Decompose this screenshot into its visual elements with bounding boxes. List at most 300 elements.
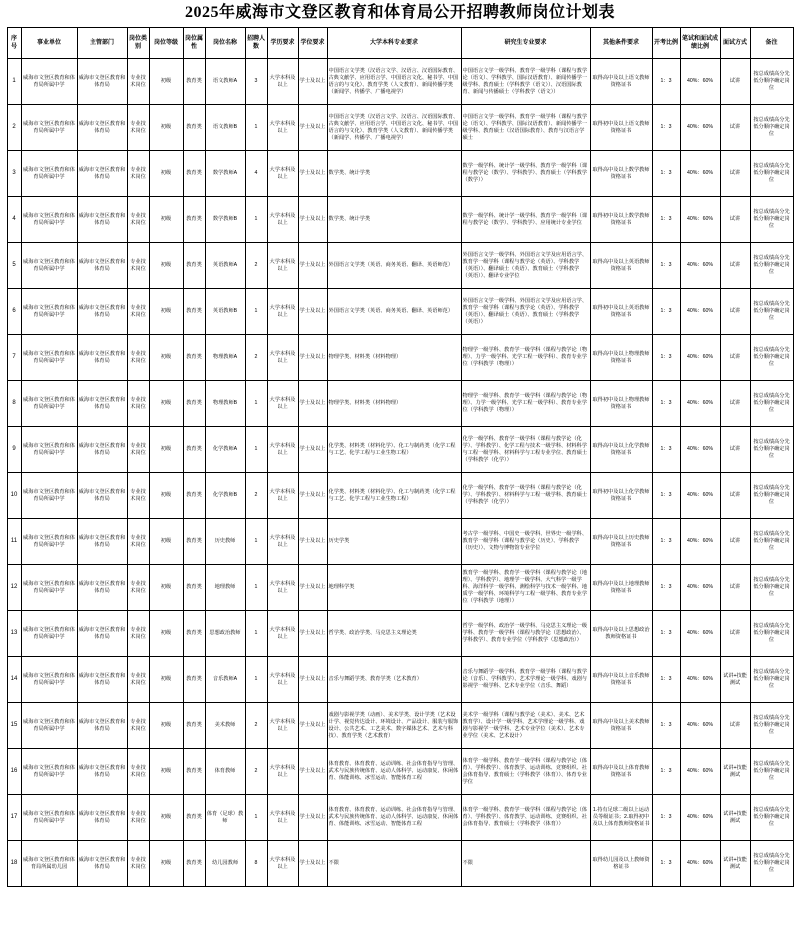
row-postgrad-major: 化学一级学科、教育学一级学科（课程与教学论（化学）、学科教学）、化学工程与技术一级学科、材料科学与工程一级学科、材料科学与工程专业学位、教育硕士（学科教学（化学）） — [461, 427, 590, 473]
row-undergrad-major: 中国语言文学类（汉语言文学、汉语言、汉语国际教育、古典文献学、应用语言学、中国语言文化、秘书学、中国语言的与文化）、教育学类（人文教育）、新闻传播学类（新闻学、传播学、广播电视学） — [327, 59, 461, 105]
row-headcount: 2 — [245, 749, 267, 795]
row-post-name: 数学教师B — [205, 197, 245, 243]
row-undergrad-major: 戏剧与影视学类（动画）、美术学类、设计学类（艺术设计学、视觉传达设计、环境设计、产品设计、服装与服饰设计、公共艺术、工艺美术、数字媒体艺术、艺术与科技）、教育学类（艺术教育） — [327, 703, 461, 749]
row-postgrad-major: 数学一级学科、统计学一级学科、教育学一级学科（课程与教学论（数学）、学科教学）、应用统计专业学位 — [461, 197, 590, 243]
table-header-row — [7, 28, 793, 59]
row-interview-mode: 试讲+技能测试 — [720, 657, 750, 703]
row-undergrad-major: 化学类、材料类（材料化学）、化工与制药类（化学工程与工艺、化学工程与工业生物工程） — [327, 473, 461, 519]
row-post-attribute: 教育类 — [183, 703, 205, 749]
row-exam-ratio: 1：3 — [652, 749, 680, 795]
row-unit: 威海市文登区教育和体育局所属中学 — [21, 703, 77, 749]
row-post-name: 化学教师A — [205, 427, 245, 473]
row-interview-mode: 试讲 — [720, 381, 750, 427]
table-row — [7, 427, 793, 473]
col-score-ratio: 笔试和面试成绩比例 — [680, 28, 720, 59]
row-post-grade: 初级 — [149, 657, 183, 703]
row-interview-mode: 试讲 — [720, 335, 750, 381]
col-education: 学历要求 — [267, 28, 298, 59]
row-post-name: 数学教师A — [205, 151, 245, 197]
row-unit: 威海市文登区教育和体育局所属中学 — [21, 749, 77, 795]
row-post-name: 音乐教师A — [205, 657, 245, 703]
row-unit: 威海市文登区教育和体育局所属幼儿园 — [21, 841, 77, 887]
row-headcount: 1 — [245, 519, 267, 565]
row-post-grade: 初级 — [149, 703, 183, 749]
row-remark: 按总成绩高分先低分顺序确定岗位 — [750, 427, 793, 473]
recruitment-plan-table — [7, 27, 794, 887]
row-interview-mode: 试讲+技能测试 — [720, 749, 750, 795]
row-unit: 威海市文登区教育和体育局所属中学 — [21, 151, 77, 197]
row-exam-ratio: 1：3 — [652, 473, 680, 519]
table-row — [7, 795, 793, 841]
row-undergrad-major: 外国语言文学类（英语、商务英语、翻译、英语师范） — [327, 243, 461, 289]
row-unit: 威海市文登区教育和体育局所属中学 — [21, 335, 77, 381]
row-unit: 威海市文登区教育和体育局所属中学 — [21, 289, 77, 335]
row-interview-mode: 试讲 — [720, 519, 750, 565]
row-index: 12 — [7, 565, 21, 611]
row-post-category: 专业技术岗位 — [127, 289, 149, 335]
row-headcount: 1 — [245, 657, 267, 703]
row-department: 威海市文登区教育和体育局 — [77, 289, 127, 335]
row-education: 大学本科及以上 — [267, 335, 298, 381]
row-postgrad-major: 物理学一级学科、教育学一级学科（课程与教学论（物理）、力学一级学科、光学工程一级学科）、教育专业学位（学科教学（物理）） — [461, 335, 590, 381]
row-headcount: 8 — [245, 841, 267, 887]
table-row — [7, 473, 793, 519]
row-education: 大学本科及以上 — [267, 657, 298, 703]
row-other-requirements: 取得初中及以上化学教师资格证书 — [590, 473, 652, 519]
row-other-requirements: 取得高中及以上体育教师资格证书 — [590, 749, 652, 795]
row-unit: 威海市文登区教育和体育局所属中学 — [21, 381, 77, 427]
table-row — [7, 335, 793, 381]
row-headcount: 1 — [245, 427, 267, 473]
row-education: 大学本科及以上 — [267, 473, 298, 519]
row-degree: 学士及以上 — [298, 289, 327, 335]
row-index: 13 — [7, 611, 21, 657]
table-row — [7, 381, 793, 427]
row-department: 威海市文登区教育和体育局 — [77, 795, 127, 841]
col-post-category: 岗位类别 — [127, 28, 149, 59]
row-post-category: 专业技术岗位 — [127, 59, 149, 105]
row-interview-mode: 试讲+技能测试 — [720, 795, 750, 841]
row-index: 7 — [7, 335, 21, 381]
row-post-category: 专业技术岗位 — [127, 151, 149, 197]
row-score-ratio: 40%：60% — [680, 381, 720, 427]
row-department: 威海市文登区教育和体育局 — [77, 473, 127, 519]
row-unit: 威海市文登区教育和体育局所属中学 — [21, 795, 77, 841]
row-exam-ratio: 1：3 — [652, 427, 680, 473]
row-exam-ratio: 1：3 — [652, 151, 680, 197]
row-interview-mode: 试讲 — [720, 703, 750, 749]
table-row — [7, 105, 793, 151]
row-remark: 按总成绩高分先低分顺序确定岗位 — [750, 611, 793, 657]
row-index: 9 — [7, 427, 21, 473]
row-other-requirements: 取得高中及以上思想政治教师资格证书 — [590, 611, 652, 657]
row-department: 威海市文登区教育和体育局 — [77, 427, 127, 473]
row-post-grade: 初级 — [149, 59, 183, 105]
row-post-category: 专业技术岗位 — [127, 749, 149, 795]
row-remark: 按总成绩高分先低分顺序确定岗位 — [750, 749, 793, 795]
col-department: 主管部门 — [77, 28, 127, 59]
row-education: 大学本科及以上 — [267, 611, 298, 657]
row-unit: 威海市文登区教育和体育局所属中学 — [21, 243, 77, 289]
row-exam-ratio: 1：3 — [652, 243, 680, 289]
row-post-name: 体育（足球）教师 — [205, 795, 245, 841]
row-education: 大学本科及以上 — [267, 289, 298, 335]
row-other-requirements: 取得高中及以上化学教师资格证书 — [590, 427, 652, 473]
row-other-requirements: 取得高中及以上数学教师资格证书 — [590, 151, 652, 197]
row-remark: 按总成绩高分先低分顺序确定岗位 — [750, 335, 793, 381]
row-remark: 按总成绩高分先低分顺序确定岗位 — [750, 151, 793, 197]
row-unit: 威海市文登区教育和体育局所属中学 — [21, 519, 77, 565]
row-education: 大学本科及以上 — [267, 151, 298, 197]
row-post-grade: 初级 — [149, 243, 183, 289]
row-other-requirements: 取得高中及以上语文教师资格证书 — [590, 59, 652, 105]
row-exam-ratio: 1：3 — [652, 197, 680, 243]
row-remark: 按总成绩高分先低分顺序确定岗位 — [750, 657, 793, 703]
row-post-category: 专业技术岗位 — [127, 427, 149, 473]
row-post-attribute: 教育类 — [183, 59, 205, 105]
row-exam-ratio: 1：3 — [652, 289, 680, 335]
row-score-ratio: 40%：60% — [680, 197, 720, 243]
row-department: 威海市文登区教育和体育局 — [77, 657, 127, 703]
row-post-grade: 初级 — [149, 151, 183, 197]
col-remark: 备注 — [750, 28, 793, 59]
row-post-grade: 初级 — [149, 289, 183, 335]
row-post-category: 专业技术岗位 — [127, 381, 149, 427]
row-score-ratio: 40%：60% — [680, 289, 720, 335]
row-score-ratio: 40%：60% — [680, 335, 720, 381]
row-degree: 学士及以上 — [298, 657, 327, 703]
row-post-name: 语文教师B — [205, 105, 245, 151]
row-department: 威海市文登区教育和体育局 — [77, 749, 127, 795]
row-index: 3 — [7, 151, 21, 197]
row-exam-ratio: 1：3 — [652, 381, 680, 427]
row-post-category: 专业技术岗位 — [127, 611, 149, 657]
row-education: 大学本科及以上 — [267, 519, 298, 565]
row-index: 5 — [7, 243, 21, 289]
row-post-attribute: 教育类 — [183, 243, 205, 289]
table-row — [7, 565, 793, 611]
row-education: 大学本科及以上 — [267, 427, 298, 473]
row-unit: 威海市文登区教育和体育局所属中学 — [21, 565, 77, 611]
row-education: 大学本科及以上 — [267, 795, 298, 841]
row-department: 威海市文登区教育和体育局 — [77, 59, 127, 105]
row-post-grade: 初级 — [149, 841, 183, 887]
row-undergrad-major: 化学类、材料类（材料化学）、化工与制药类（化学工程与工艺、化学工程与工业生物工程） — [327, 427, 461, 473]
row-education: 大学本科及以上 — [267, 565, 298, 611]
row-interview-mode: 试讲 — [720, 289, 750, 335]
col-index: 序号 — [7, 28, 21, 59]
row-index: 18 — [7, 841, 21, 887]
table-row — [7, 611, 793, 657]
col-post-name: 岗位名称 — [205, 28, 245, 59]
col-exam-ratio: 开考比例 — [652, 28, 680, 59]
row-exam-ratio: 1：3 — [652, 519, 680, 565]
row-score-ratio: 40%：60% — [680, 703, 720, 749]
row-interview-mode: 试讲 — [720, 197, 750, 243]
row-post-grade: 初级 — [149, 335, 183, 381]
row-post-attribute: 教育类 — [183, 611, 205, 657]
row-exam-ratio: 1：3 — [652, 335, 680, 381]
col-post-attribute: 岗位属性 — [183, 28, 205, 59]
row-interview-mode: 试讲 — [720, 151, 750, 197]
row-score-ratio: 40%：60% — [680, 473, 720, 519]
row-unit: 威海市文登区教育和体育局所属中学 — [21, 473, 77, 519]
row-remark: 按总成绩高分先低分顺序确定岗位 — [750, 381, 793, 427]
col-unit: 事业单位 — [21, 28, 77, 59]
row-degree: 学士及以上 — [298, 427, 327, 473]
row-remark: 按总成绩高分先低分顺序确定岗位 — [750, 243, 793, 289]
row-headcount: 4 — [245, 151, 267, 197]
row-post-name: 化学教师B — [205, 473, 245, 519]
row-exam-ratio: 1：3 — [652, 59, 680, 105]
row-headcount: 1 — [245, 611, 267, 657]
row-remark: 按总成绩高分先低分顺序确定岗位 — [750, 703, 793, 749]
row-score-ratio: 40%：60% — [680, 795, 720, 841]
row-degree: 学士及以上 — [298, 473, 327, 519]
row-score-ratio: 40%：60% — [680, 151, 720, 197]
row-post-category: 专业技术岗位 — [127, 197, 149, 243]
row-score-ratio: 40%：60% — [680, 657, 720, 703]
row-other-requirements: 取得初中及以上英语教师资格证书 — [590, 289, 652, 335]
row-post-grade: 初级 — [149, 427, 183, 473]
row-other-requirements: 取得高中及以上地理教师资格证书 — [590, 565, 652, 611]
row-education: 大学本科及以上 — [267, 841, 298, 887]
row-department: 威海市文登区教育和体育局 — [77, 611, 127, 657]
row-degree: 学士及以上 — [298, 749, 327, 795]
row-headcount: 1 — [245, 565, 267, 611]
row-postgrad-major: 哲学一级学科、政治学一级学科、马克思主义理论一级学科、教育学一级学科（课程与教学论（思想政治）、学科教学）、教育专业学位（学科教学（思想政治）） — [461, 611, 590, 657]
row-post-name: 地理教师 — [205, 565, 245, 611]
row-undergrad-major: 地理科学类 — [327, 565, 461, 611]
row-post-attribute: 教育类 — [183, 565, 205, 611]
row-undergrad-major: 体育教育、体育教育、运动训练、社会体育指导与管理、武术与民族传统体育、运动人体科学、运动康复、休闲体育、体能训练、冰雪运动、智能体育工程 — [327, 795, 461, 841]
row-degree: 学士及以上 — [298, 197, 327, 243]
row-undergrad-major: 物理学类、材料类（材料物理） — [327, 335, 461, 381]
row-post-attribute: 教育类 — [183, 749, 205, 795]
row-headcount: 2 — [245, 703, 267, 749]
row-post-grade: 初级 — [149, 381, 183, 427]
row-headcount: 1 — [245, 289, 267, 335]
row-post-attribute: 教育类 — [183, 795, 205, 841]
row-education: 大学本科及以上 — [267, 243, 298, 289]
row-post-name: 英语教师A — [205, 243, 245, 289]
row-interview-mode: 试讲 — [720, 243, 750, 289]
row-post-grade: 初级 — [149, 519, 183, 565]
row-other-requirements: 取得幼儿园及以上教师资格证书 — [590, 841, 652, 887]
row-interview-mode: 试讲+技能测试 — [720, 841, 750, 887]
row-post-name: 物理教师B — [205, 381, 245, 427]
row-post-attribute: 教育类 — [183, 289, 205, 335]
row-exam-ratio: 1：3 — [652, 105, 680, 151]
row-score-ratio: 40%：60% — [680, 519, 720, 565]
row-headcount: 1 — [245, 795, 267, 841]
row-post-grade: 初级 — [149, 795, 183, 841]
row-degree: 学士及以上 — [298, 519, 327, 565]
row-remark: 按总成绩高分先低分顺序确定岗位 — [750, 59, 793, 105]
row-interview-mode: 试讲 — [720, 105, 750, 151]
row-score-ratio: 40%：60% — [680, 59, 720, 105]
row-undergrad-major: 哲学类、政治学类、马克思主义理论类 — [327, 611, 461, 657]
row-headcount: 2 — [245, 243, 267, 289]
row-post-attribute: 教育类 — [183, 657, 205, 703]
table-row — [7, 519, 793, 565]
row-post-category: 专业技术岗位 — [127, 105, 149, 151]
table-row — [7, 749, 793, 795]
row-postgrad-major: 音乐与舞蹈学一级学科、教育学一级学科（课程与教学论（音乐）、学科教学）、艺术学理论一级学科、戏剧与影视学一级学科、艺术专业学位（音乐、舞蹈） — [461, 657, 590, 703]
row-post-name: 幼儿园教师 — [205, 841, 245, 887]
row-postgrad-major: 外国语言文学一级学科、外国语言文学及应用语言学、教育学一级学科（课程与教学论（英语）、学科教学（英语））、翻译硕士（英语）、教育硕士（学科教学（英语）） — [461, 289, 590, 335]
row-postgrad-major: 教育学一级学科、教育学一级学科（课程与教学论（地理）、学科教学）、地理学一级学科、大气科学一级学科、海洋科学一级学科、测绘科学与技术一级学科、地质学一级学科、环境科学与工程一级学科、教育专业学位（学科教学（地理）） — [461, 565, 590, 611]
row-department: 威海市文登区教育和体育局 — [77, 335, 127, 381]
row-exam-ratio: 1：3 — [652, 657, 680, 703]
row-post-name: 历史教师 — [205, 519, 245, 565]
row-score-ratio: 40%：60% — [680, 105, 720, 151]
row-postgrad-major: 数学一级学科、统计学一级学科、教育学一级学科（课程与教学论（数学）、学科教学）、教育硕士（学科教学（数学）） — [461, 151, 590, 197]
row-department: 威海市文登区教育和体育局 — [77, 151, 127, 197]
row-index: 15 — [7, 703, 21, 749]
col-degree: 学位要求 — [298, 28, 327, 59]
row-other-requirements: 取得高中及以上历史教师资格证书 — [590, 519, 652, 565]
row-department: 威海市文登区教育和体育局 — [77, 565, 127, 611]
row-index: 16 — [7, 749, 21, 795]
row-index: 14 — [7, 657, 21, 703]
row-exam-ratio: 1：3 — [652, 611, 680, 657]
col-postgrad-major: 研究生专业要求 — [461, 28, 590, 59]
row-unit: 威海市文登区教育和体育局所属中学 — [21, 657, 77, 703]
row-index: 1 — [7, 59, 21, 105]
page-title: 2025年威海市文登区教育和体育局公开招聘教师岗位计划表 — [184, 4, 615, 21]
row-post-category: 专业技术岗位 — [127, 519, 149, 565]
row-post-category: 专业技术岗位 — [127, 243, 149, 289]
row-degree: 学士及以上 — [298, 105, 327, 151]
row-remark: 按总成绩高分先低分顺序确定岗位 — [750, 197, 793, 243]
table-row — [7, 197, 793, 243]
row-score-ratio: 40%：60% — [680, 749, 720, 795]
row-interview-mode: 试讲 — [720, 565, 750, 611]
col-post-grade: 岗位等级 — [149, 28, 183, 59]
row-headcount: 1 — [245, 105, 267, 151]
row-headcount: 2 — [245, 473, 267, 519]
row-post-attribute: 教育类 — [183, 335, 205, 381]
row-undergrad-major: 历史学类 — [327, 519, 461, 565]
row-postgrad-major: 体育学一级学科、教育学一级学科（课程与教学论（体育）、学科教学）、体育教学、运动训练、竞赛组织、社会体育指导、教育硕士（学科教学（体育））、体育专业学位 — [461, 749, 590, 795]
row-score-ratio: 40%：60% — [680, 841, 720, 887]
table-row — [7, 289, 793, 335]
row-education: 大学本科及以上 — [267, 105, 298, 151]
row-unit: 威海市文登区教育和体育局所属中学 — [21, 427, 77, 473]
table-row — [7, 703, 793, 749]
row-score-ratio: 40%：60% — [680, 565, 720, 611]
row-index: 2 — [7, 105, 21, 151]
col-undergrad-major: 大学本科专业要求 — [327, 28, 461, 59]
row-degree: 学士及以上 — [298, 59, 327, 105]
row-other-requirements: 取得初中及以上数学教师资格证书 — [590, 197, 652, 243]
row-degree: 学士及以上 — [298, 565, 327, 611]
row-postgrad-major: 外国语言文学一级学科、外国语言文学及应用语言学、教育学一级学科（课程与教学论（英语）、学科教学（英语））、翻译硕士（英语）、教育硕士（学科教学（英语））、翻译专业学位 — [461, 243, 590, 289]
row-interview-mode: 试讲 — [720, 59, 750, 105]
row-post-attribute: 教育类 — [183, 473, 205, 519]
row-post-name: 语文教师A — [205, 59, 245, 105]
row-post-grade: 初级 — [149, 611, 183, 657]
row-headcount: 1 — [245, 197, 267, 243]
row-post-category: 专业技术岗位 — [127, 841, 149, 887]
row-exam-ratio: 1：3 — [652, 703, 680, 749]
row-post-attribute: 教育类 — [183, 105, 205, 151]
row-postgrad-major: 中国语言文学一级学科、教育学一级学科（课程与教学论（语文）、学科教学、国际汉语教育）、新闻传播学一级学科、教育硕士（学科教学（语文））、汉语国际教育、新闻与传播硕士（学科教学（语文）） — [461, 59, 590, 105]
row-other-requirements: 取得高中及以上美术教师资格证书 — [590, 703, 652, 749]
row-index: 4 — [7, 197, 21, 243]
row-interview-mode: 试讲 — [720, 473, 750, 519]
row-department: 威海市文登区教育和体育局 — [77, 381, 127, 427]
row-post-category: 专业技术岗位 — [127, 335, 149, 381]
row-post-name: 体育教师 — [205, 749, 245, 795]
row-remark: 按总成绩高分先低分顺序确定岗位 — [750, 841, 793, 887]
table-row — [7, 243, 793, 289]
row-education: 大学本科及以上 — [267, 59, 298, 105]
row-department: 威海市文登区教育和体育局 — [77, 841, 127, 887]
row-post-name: 美术教师 — [205, 703, 245, 749]
row-undergrad-major: 音乐与舞蹈学类、教育学类（艺术教育） — [327, 657, 461, 703]
row-undergrad-major: 体育教育、体育教育、运动训练、社会体育指导与管理、武术与民族传统体育、运动人体科学、运动康复、休闲体育、体能训练、冰雪运动、智能体育工程 — [327, 749, 461, 795]
row-other-requirements: 取得高中及以上英语教师资格证书 — [590, 243, 652, 289]
row-undergrad-major: 物理学类、材料类（材料物理） — [327, 381, 461, 427]
row-postgrad-major: 考古学一级学科、中国史一级学科、世界史一级学科、教育学一级学科（课程与教学论（历史）、学科教学（历史））、文物与博物馆专业学位 — [461, 519, 590, 565]
row-degree: 学士及以上 — [298, 243, 327, 289]
row-degree: 学士及以上 — [298, 381, 327, 427]
row-post-name: 物理教师A — [205, 335, 245, 381]
row-headcount: 3 — [245, 59, 267, 105]
row-remark: 按总成绩高分先低分顺序确定岗位 — [750, 519, 793, 565]
row-remark: 按总成绩高分先低分顺序确定岗位 — [750, 565, 793, 611]
row-post-grade: 初级 — [149, 105, 183, 151]
col-headcount: 招聘人数 — [245, 28, 267, 59]
row-department: 威海市文登区教育和体育局 — [77, 703, 127, 749]
row-index: 17 — [7, 795, 21, 841]
row-department: 威海市文登区教育和体育局 — [77, 519, 127, 565]
row-post-attribute: 教育类 — [183, 519, 205, 565]
row-exam-ratio: 1：3 — [652, 841, 680, 887]
row-post-attribute: 教育类 — [183, 381, 205, 427]
row-post-grade: 初级 — [149, 565, 183, 611]
row-remark: 按总成绩高分先低分顺序确定岗位 — [750, 473, 793, 519]
row-other-requirements: 取得高中及以上音乐教师资格证书 — [590, 657, 652, 703]
row-undergrad-major: 数学类、统计学类 — [327, 197, 461, 243]
row-degree: 学士及以上 — [298, 795, 327, 841]
row-headcount: 1 — [245, 381, 267, 427]
table-row — [7, 59, 793, 105]
row-undergrad-major: 数学类、统计学类 — [327, 151, 461, 197]
table-body — [7, 59, 793, 887]
row-post-attribute: 教育类 — [183, 841, 205, 887]
row-undergrad-major: 外国语言文学类（英语、商务英语、翻译、英语师范） — [327, 289, 461, 335]
row-remark: 按总成绩高分先低分顺序确定岗位 — [750, 105, 793, 151]
row-remark: 按总成绩高分先低分顺序确定岗位 — [750, 795, 793, 841]
row-score-ratio: 40%：60% — [680, 611, 720, 657]
row-unit: 威海市文登区教育和体育局所属中学 — [21, 59, 77, 105]
row-education: 大学本科及以上 — [267, 749, 298, 795]
row-degree: 学士及以上 — [298, 841, 327, 887]
row-exam-ratio: 1：3 — [652, 565, 680, 611]
row-other-requirements: 取得初中及以上物理教师资格证书 — [590, 381, 652, 427]
row-post-category: 专业技术岗位 — [127, 473, 149, 519]
row-other-requirements: 取得初中及以上语文教师资格证书 — [590, 105, 652, 151]
row-post-name: 思想政治教师 — [205, 611, 245, 657]
row-education: 大学本科及以上 — [267, 197, 298, 243]
row-unit: 威海市文登区教育和体育局所属中学 — [21, 611, 77, 657]
row-post-grade: 初级 — [149, 197, 183, 243]
row-index: 10 — [7, 473, 21, 519]
row-postgrad-major: 美术学一级学科（课程与教学论（美术）、美术、艺术教育学）、设计学一级学科、艺术学理论一级学科、戏剧与影视学一级学科、艺术专业学位（美术）、艺术专业学位（美术、艺术设计） — [461, 703, 590, 749]
